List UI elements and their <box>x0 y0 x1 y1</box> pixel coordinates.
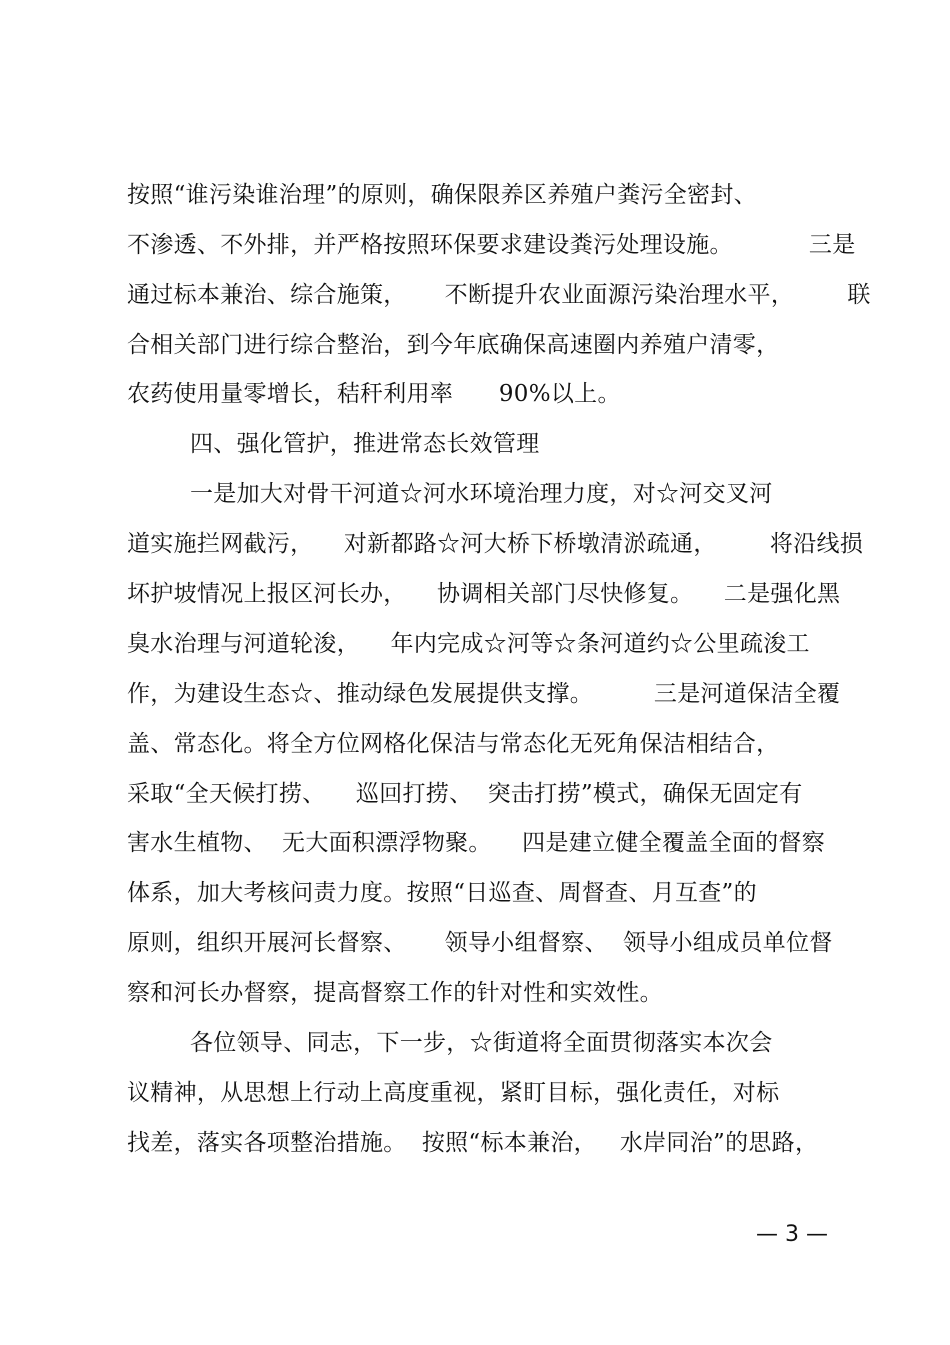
text-line: 按照“谁污染谁治理”的原则，确保限养区养殖户粪污全密封、 <box>127 182 757 208</box>
text-line: 作，为建设生态☆、推动绿色发展提供支撑。 三是河道保洁全覆 <box>127 681 841 707</box>
page-number: — 3 — <box>756 1222 828 1247</box>
text-line: 原则，组织开展河长督察、 领导小组督察、 领导小组成员单位督 <box>127 930 833 956</box>
text-line: 各位领导、同志，下一步，☆街道将全面贯彻落实本次会 <box>190 1030 773 1056</box>
text-line: 采取“全天候打捞、 巡回打捞、 突击打捞”模式，确保无固定有 <box>127 781 803 807</box>
text-line: 合相关部门进行综合整治，到今年底确保高速圈内养殖户清零， <box>127 332 780 358</box>
text-line: 害水生植物、 无大面积漂浮物聚。 四是建立健全覆盖全面的督察 <box>127 830 826 856</box>
text-line: 臭水治理与河道轮浚， 年内完成☆河等☆条河道约☆公里疏浚工 <box>127 631 810 657</box>
text-line: 通过标本兼治、综合施策， 不断提升农业面源污染治理水平， 联 <box>127 282 871 308</box>
text-line: 不渗透、不外排，并严格按照环保要求建设粪污处理设施。 三是 <box>127 232 856 258</box>
text-line: 议精神，从思想上行动上高度重视，紧盯目标，强化责任，对标 <box>127 1080 780 1106</box>
text-line: 察和河长办督察，提高督察工作的针对性和实效性。 <box>127 980 663 1006</box>
text-line: 一是加大对骨干河道☆河水环境治理力度，对☆河交叉河 <box>190 481 773 507</box>
text-line: 农药使用量零增长，秸秆利用率 90%以上。 <box>127 381 621 407</box>
text-line: 道实施拦网截污， 对新都路☆河大桥下桥墩清淤疏通， 将沿线损 <box>127 531 864 557</box>
text-line: 盖、常态化。将全方位网格化保洁与常态化无死角保洁相结合， <box>127 731 780 757</box>
text-line: 找差，落实各项整治措施。 按照“标本兼治， 水岸同治”的思路， <box>127 1130 819 1156</box>
section-heading: 四、强化管护，推进常态长效管理 <box>190 431 540 457</box>
text-line: 体系，加大考核问责力度。按照“日巡查、周督查、月互查”的 <box>127 880 757 906</box>
text-line: 坏护坡情况上报区河长办， 协调相关部门尽快修复。 二是强化黑 <box>127 581 841 607</box>
